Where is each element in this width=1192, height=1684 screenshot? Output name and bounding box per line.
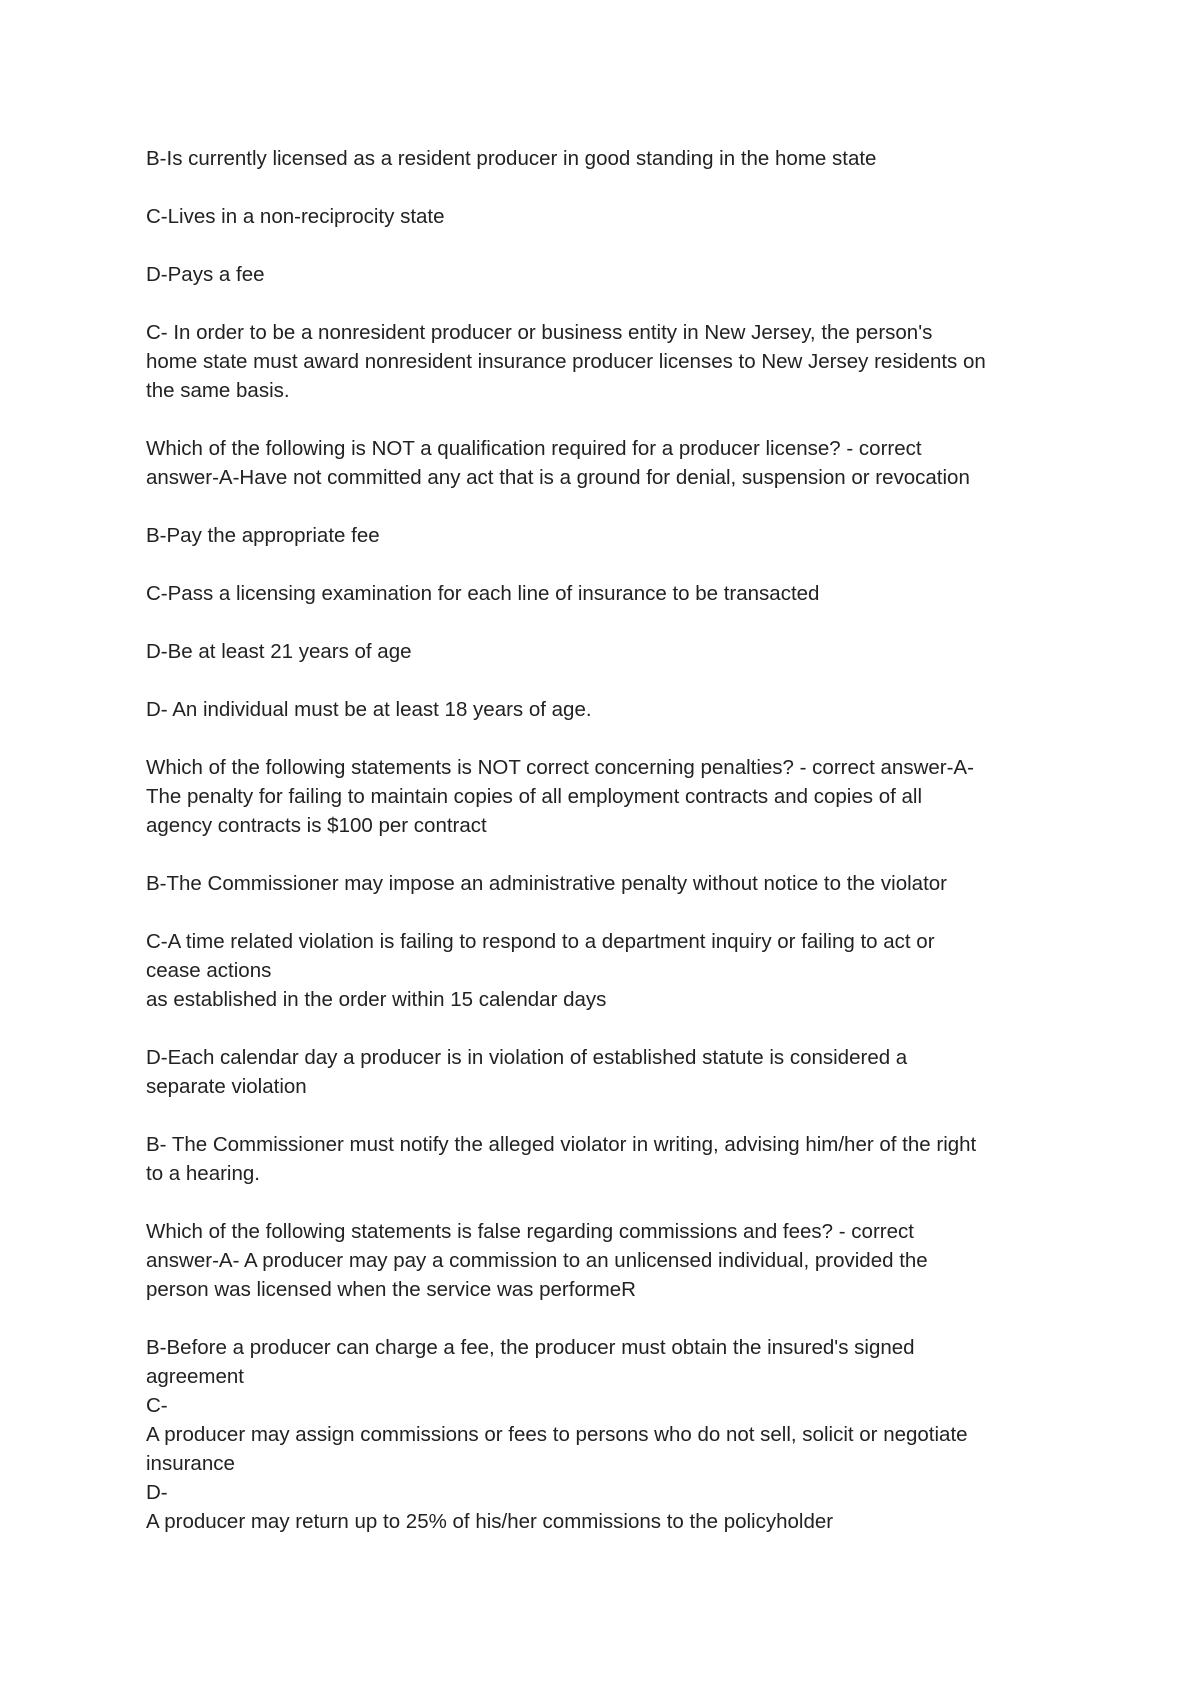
text-line: D-Pays a fee [146,263,265,286]
text-line: as established in the order within 15 calendar days [146,988,607,1011]
text-line: A producer may return up to 25% of his/her commissions to the policyholder [146,1510,834,1533]
text-line: C-Pass a licensing examination for each line of insurance to be transacted [146,582,820,605]
text-line: agency contracts is $100 per contract [146,814,487,837]
paragraph-question-qualification [146,434,1066,492]
text-line: B-Is currently licensed as a resident producer in good standing in the home state [146,147,877,170]
text-line: cease actions [146,959,272,982]
paragraph-option-c-time-violation [146,927,1066,1014]
text-line: D-Each calendar day a producer is in violation of established statute is considered a [146,1046,908,1069]
paragraph-option-c-exam [146,579,1066,608]
text-line: A producer may assign commissions or fees to persons who do not sell, solicit or negotiate [146,1423,968,1446]
paragraph-answer-nonresident [146,318,1066,405]
text-line: the same basis. [146,379,290,402]
paragraph-question-commissions [146,1217,1066,1304]
text-line: B-The Commissioner may impose an administrative penalty without notice to the violator [146,872,947,895]
text-line: Which of the following statements is NOT correct concerning penalties? - correct answer-A- [146,756,974,779]
text-line: B-Before a producer can charge a fee, the producer must obtain the insured's signed [146,1336,915,1359]
paragraph-answer-notify [146,1130,1066,1188]
text-line: answer-A- A producer may pay a commission to an unlicensed individual, provided the [146,1249,928,1272]
text-line: C-Lives in a non-reciprocity state [146,205,445,228]
text-line: D- An individual must be at least 18 years of age. [146,698,592,721]
text-line: separate violation [146,1075,307,1098]
paragraph-option-b-commissioner [146,869,1066,898]
text-line: person was licensed when the service was performeR [146,1278,636,1301]
text-line: C- [146,1394,168,1417]
text-line: B-Pay the appropriate fee [146,524,380,547]
paragraph-answer-age [146,695,1066,724]
text-line: B- The Commissioner must notify the alleged violator in writing, advising him/her of the right [146,1133,977,1156]
paragraph-option-d-age [146,637,1066,666]
text-line: Which of the following is NOT a qualification required for a producer license? - correct [146,437,922,460]
paragraph-option-b-licensed [146,144,1066,173]
paragraph-option-d-calendar-day [146,1043,1066,1101]
text-line: C-A time related violation is failing to respond to a department inquiry or failing to act or [146,930,935,953]
text-line: C- In order to be a nonresident producer or business entity in New Jersey, the person's [146,321,933,344]
text-line: insurance [146,1452,235,1475]
paragraph-option-b-pay-fee [146,521,1066,550]
text-line: D- [146,1481,168,1504]
text-line: to a hearing. [146,1162,260,1185]
text-line: Which of the following statements is false regarding commissions and fees? - correct [146,1220,914,1243]
text-line: home state must award nonresident insurance producer licenses to New Jersey residents on [146,350,986,373]
text-line: answer-A-Have not committed any act that is a ground for denial, suspension or revocation [146,466,970,489]
paragraph-option-c-non-reciprocity [146,202,1066,231]
text-line: agreement [146,1365,245,1388]
paragraph-options-commissions [146,1333,1066,1536]
paragraph-question-penalties [146,753,1066,840]
paragraph-option-d-fee [146,260,1066,289]
text-line: D-Be at least 21 years of age [146,640,412,663]
text-line: The penalty for failing to maintain copies of all employment contracts and copies of all [146,785,922,808]
document-body [146,144,1066,1536]
